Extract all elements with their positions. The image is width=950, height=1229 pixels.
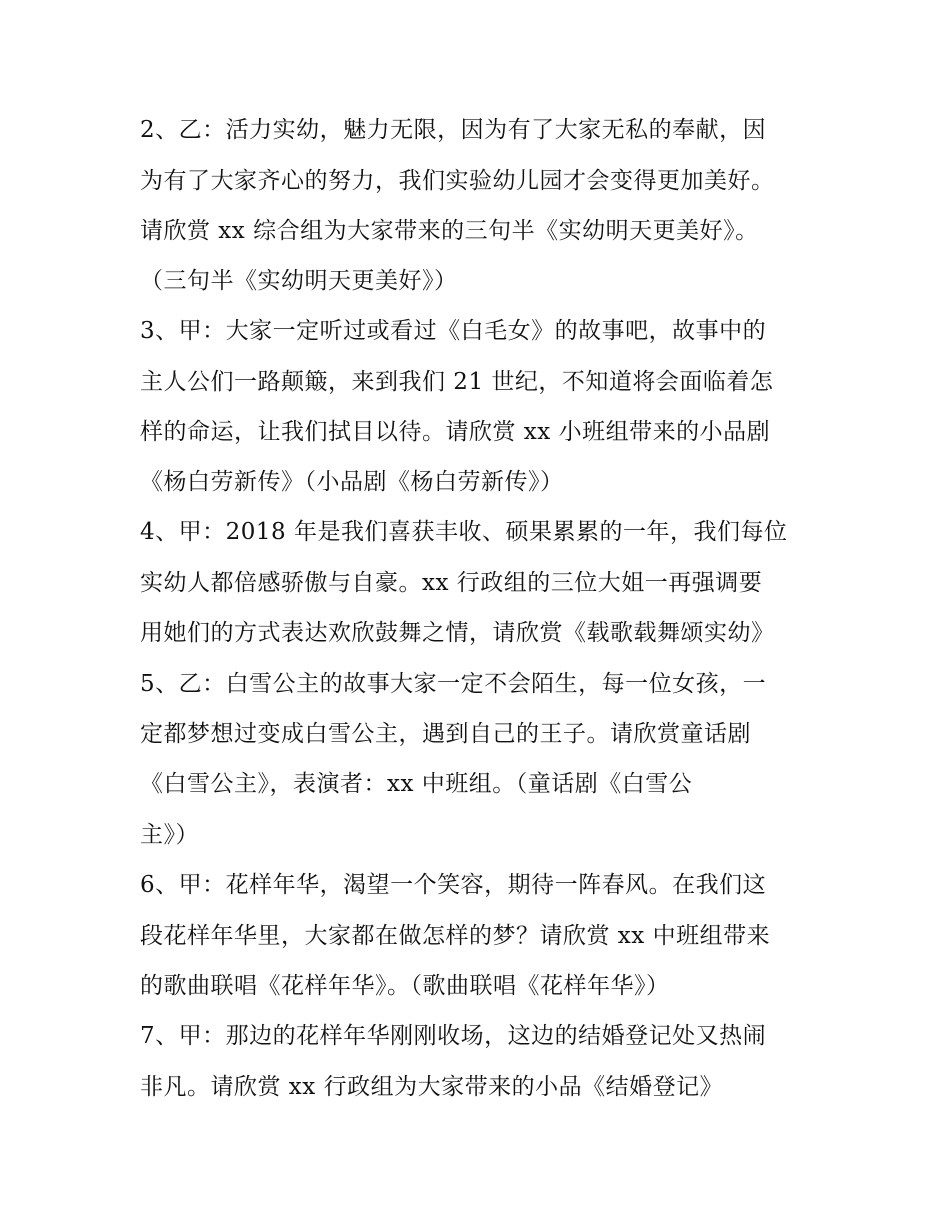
text-line: 主人公们一路颠簸，来到我们 21 世纪，不知道将会面临着怎	[140, 369, 774, 395]
text-line: （三句半《实幼明天更美好》）	[140, 268, 458, 294]
text-line: 主》）	[140, 822, 199, 848]
text-line: 5、乙：白雪公主的故事大家一定不会陌生，每一位女孩，一	[140, 671, 767, 697]
text-line: 请欣赏 xx 综合组为大家带来的三句半《实幼明天更美好》。	[140, 218, 759, 244]
text-line: 2、乙：活力实幼，魅力无限，因为有了大家无私的奉献，因	[140, 117, 767, 143]
text-line: 实幼人都倍感骄傲与自豪。xx 行政组的三位大姐一再强调要	[140, 570, 763, 596]
text-line: 用她们的方式表达欢欣鼓舞之情，请欣赏《载歌载舞颂实幼》	[140, 620, 775, 646]
text-line: 定都梦想过变成白雪公主，遇到自己的王子。请欣赏童话剧	[140, 721, 751, 747]
text-line: 的歌曲联唱《花样年华》。（歌曲联唱《花样年华》）	[140, 973, 670, 999]
text-line: 4、甲：2018 年是我们喜获丰收、硕果累累的一年，我们每位	[140, 519, 788, 545]
text-line: 7、甲：那边的花样年华刚刚收场，这边的结婚登记处又热闹	[140, 1023, 767, 1049]
text-line: 6、甲：花样年华，渴望一个笑容，期待一阵春风。在我们这	[140, 872, 767, 898]
text-line: 3、甲：大家一定听过或看过《白毛女》的故事吧，故事中的	[140, 318, 767, 344]
text-line: 《杨白劳新传》（小品剧《杨白劳新传》）	[140, 469, 564, 495]
text-line: 为有了大家齐心的努力，我们实验幼儿园才会变得更加美好。	[140, 168, 775, 194]
text-line: 段花样年华里，大家都在做怎样的梦？请欣赏 xx 中班组带来	[140, 923, 771, 949]
text-line: 样的命运，让我们拭目以待。请欣赏 xx 小班组带来的小品剧	[140, 419, 771, 445]
text-line: 非凡。请欣赏 xx 行政组为大家带来的小品《结婚登记》	[140, 1074, 724, 1100]
text-line: 《白雪公主》，表演者：xx 中班组。（童话剧《白雪公	[140, 771, 693, 797]
